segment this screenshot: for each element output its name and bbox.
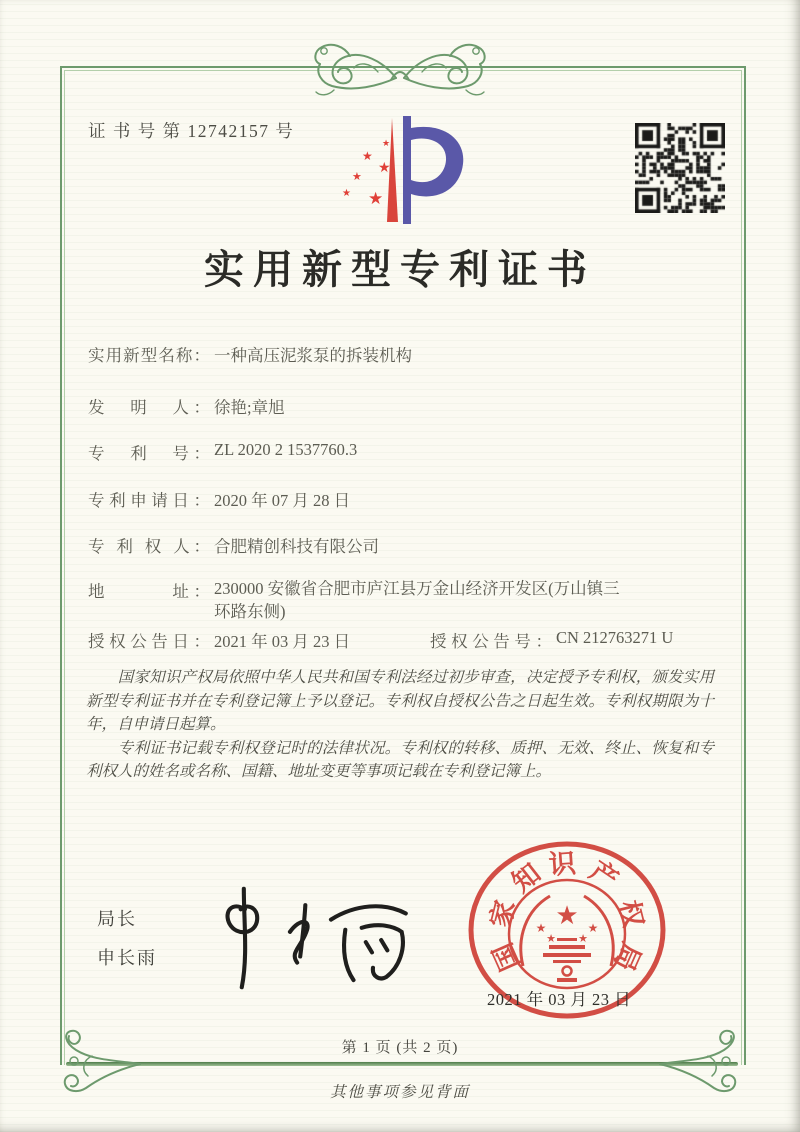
page-number: 第 1 页 (共 2 页)	[341, 1040, 459, 1056]
field-row-grant	[88, 628, 674, 652]
field-row-application-date	[88, 487, 350, 511]
field-row-inventor	[88, 394, 285, 418]
field-label: 地 址：	[88, 582, 210, 601]
field-label: 授权公告号：	[430, 632, 552, 651]
field-label: 专 利 号：	[88, 444, 210, 463]
field-label: 发 明 人：	[88, 398, 210, 417]
field-row-patent-number	[88, 440, 357, 464]
seal-char: 识	[547, 848, 577, 881]
field-value: 合肥精创科技有限公司	[214, 537, 379, 556]
qr-code	[635, 123, 725, 213]
field-value: 2021 年 03 月 23 日	[214, 632, 351, 651]
field-row-address	[88, 578, 626, 623]
field-value: 一种高压泥浆泵的拆装机构	[214, 346, 412, 365]
svg-text:★: ★	[555, 901, 579, 931]
logo-star-icon: ★	[368, 189, 384, 209]
logo-star-icon: ★	[378, 160, 391, 176]
field-row-patent-name	[88, 342, 412, 366]
field-label: 实用新型名称：	[88, 346, 210, 365]
grant-number-pair	[430, 628, 673, 652]
bottom-rule	[66, 1062, 738, 1066]
svg-text:★: ★	[578, 932, 588, 945]
svg-text:★: ★	[535, 921, 547, 935]
seal-char: 知	[506, 857, 547, 899]
seal-char: 权	[613, 897, 649, 931]
logo-star-icon: ★	[362, 149, 373, 163]
certificate-title: 实用新型专利证书	[204, 247, 596, 292]
legal-paragraph: 专利证书记载专利权登记时的法律状况。专利权的转移、质押、无效、终止、恢复和专利权人的姓名或名称、国籍、地址变更等事项记载在专利登记簿上。	[86, 739, 714, 780]
handwritten-signature-icon	[210, 878, 415, 996]
field-value: 徐艳;章旭	[214, 398, 285, 417]
field-row-patentee	[88, 533, 379, 557]
logo-star-icon: ★	[352, 170, 362, 183]
back-side-note: 其他事项参见背面	[329, 1084, 470, 1101]
field-value: 230000 安徽省合肥市庐江县万金山经济开发区(万山镇三环路东侧)	[214, 579, 620, 621]
seal-char: 家	[485, 897, 521, 931]
legal-paragraph: 国家知识产权局依照中华人民共和国专利法经过初步审查，决定授予专利权，颁发实用新型专利证书并在专利登记簿上予以登记。专利权自授权公告之日起生效。专利权期限为十年，自申请日起算。	[86, 669, 714, 733]
logo-star-icon: ★	[342, 188, 351, 199]
director-name: 申长雨	[97, 948, 157, 968]
seal-char: 局	[608, 938, 647, 976]
seal-char: 国	[487, 938, 526, 976]
field-value: CN 212763271 U	[556, 628, 674, 647]
field-label: 授权公告日：	[88, 632, 210, 651]
legal-text-block	[86, 666, 714, 784]
director-title: 局长	[97, 909, 137, 929]
svg-text:★: ★	[587, 921, 599, 935]
certificate-number: 证 书 号 第 12742157 号	[88, 121, 295, 141]
field-label: 专 利 权 人：	[88, 537, 210, 556]
logo-star-icon: ★	[382, 139, 391, 149]
top-flourish-icon	[288, 38, 512, 100]
field-label: 专利申请日：	[88, 491, 210, 510]
national-emblem-icon	[509, 880, 625, 988]
field-value: 2020 年 07 月 28 日	[214, 491, 351, 510]
seal-date: 2021 年 03 月 23 日	[487, 990, 632, 1009]
cnipa-logo-icon	[330, 110, 480, 234]
seal-char: 产	[584, 855, 624, 896]
field-value: ZL 2020 2 1537760.3	[214, 440, 358, 459]
svg-text:★: ★	[546, 932, 556, 945]
